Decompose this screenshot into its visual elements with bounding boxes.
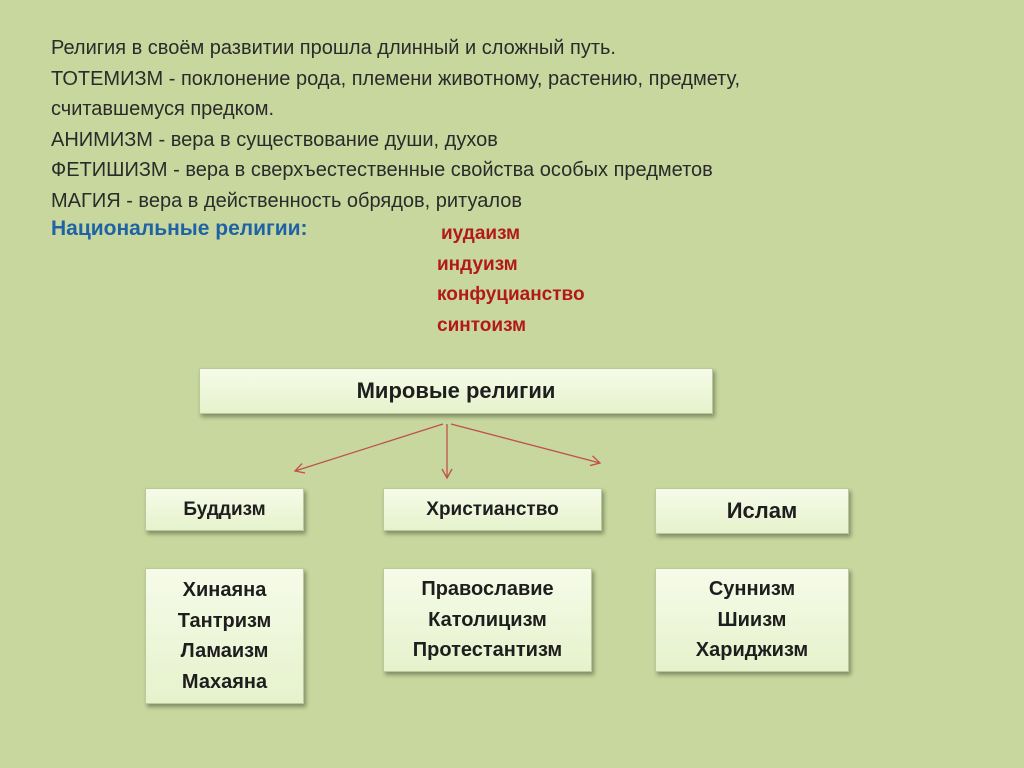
christianity-box: [383, 488, 602, 531]
buddhism-label: Буддизм: [183, 498, 266, 520]
branch-item: Хариджизм: [695, 639, 809, 662]
national-religion-item: индуизм: [437, 253, 518, 275]
national-religion-item: иудаизм: [441, 223, 521, 244]
intro-line: считавшемуся предком.: [51, 98, 275, 120]
arrow-to-islam: [451, 424, 600, 463]
branch-item: Ламаизм: [180, 640, 269, 662]
branch-item: Католицизм: [428, 608, 547, 631]
national-religion-item: конфуцианство: [437, 284, 585, 305]
national-religions-title: Национальные религии:: [51, 217, 308, 240]
branch-item: Хинаяна: [182, 579, 267, 601]
christianity-branches-box: [383, 568, 592, 672]
branch-item: Махаяна: [181, 670, 268, 693]
branch-item: Суннизм: [708, 578, 796, 601]
islam-branches-box: [655, 568, 849, 672]
branch-item: Православие: [421, 578, 554, 601]
buddhism-box: [145, 488, 304, 531]
branch-item: Тантризм: [177, 609, 272, 632]
buddhism-branches-box: [145, 568, 304, 704]
intro-line: ТОТЕМИЗМ - поклонение рода, племени животному, растению, предмету,: [51, 67, 741, 90]
christianity-label: Христианство: [426, 498, 559, 520]
islam-label: Ислам: [726, 498, 798, 523]
national-religion-item: синтоизм: [437, 314, 527, 336]
intro-line: ФЕТИШИЗМ - вера в сверхъестественные свойства особых предметов: [51, 159, 713, 181]
arrow-to-buddhism: [295, 424, 443, 471]
intro-line: АНИМИЗМ - вера в существование души, духов: [51, 128, 498, 151]
islam-box: [655, 488, 849, 534]
intro-line: Религия в своём развитии прошла длинный и сложный путь.: [51, 37, 616, 59]
branch-item: Шиизм: [717, 608, 787, 631]
world-religions-label: Мировые религии: [356, 378, 556, 403]
intro-line: МАГИЯ - вера в действенность обрядов, ритуалов: [51, 189, 522, 212]
branch-item: Протестантизм: [412, 639, 563, 662]
